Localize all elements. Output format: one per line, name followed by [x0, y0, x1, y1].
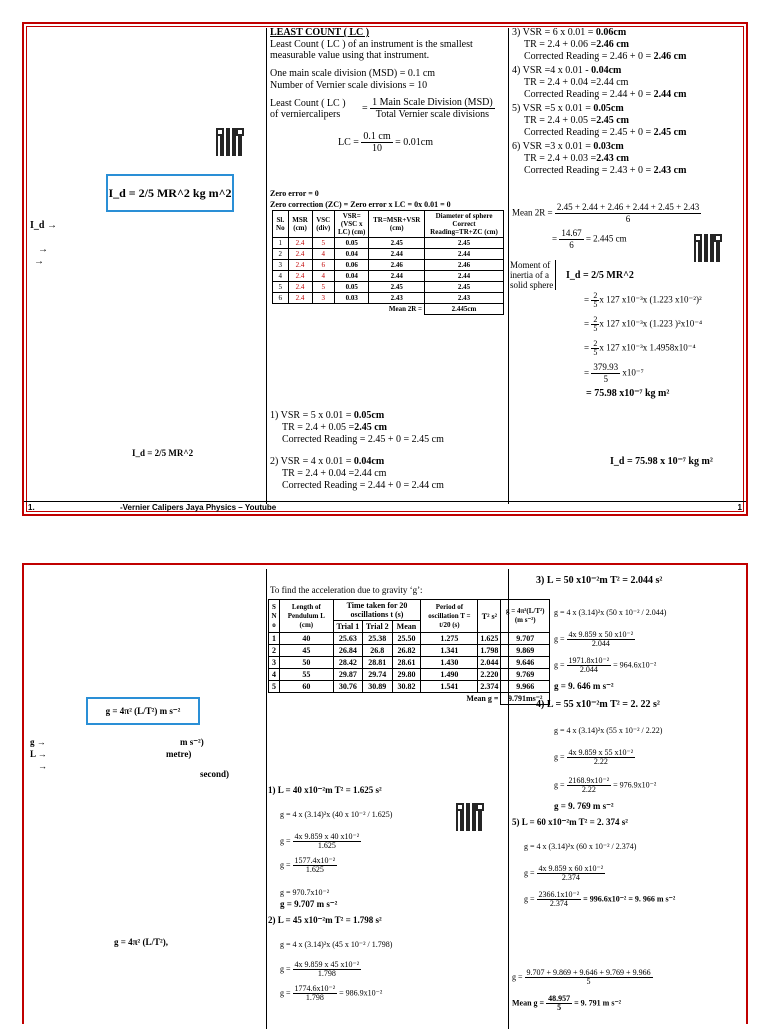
table-cell: 60 [280, 681, 334, 693]
table-header: Diameter of sphere Correct Reading=TR+ZC (cm) [425, 211, 504, 238]
table-mean-row [273, 304, 504, 315]
calc-line: g = 4 x (3.14)²x (50 x 10⁻² / 2.044) [554, 608, 667, 617]
table-row [269, 657, 550, 669]
calc-heading: 5) L = 60 x10⁻²m T² = 2. 374 s² [512, 817, 628, 827]
zero-error: Zero error = 0 [270, 189, 319, 198]
table-cell: 1.490 [421, 669, 478, 681]
table-cell: 2.4 [288, 260, 312, 271]
calc-value: 0.05cm [593, 103, 624, 114]
table-cell: 2.44 [369, 249, 425, 260]
mean-numerator: 9.707 + 9.869 + 9.646 + 9.769 + 9.966 [526, 968, 651, 977]
mean-denominator: 5 [557, 1003, 562, 1012]
moi-line: Moment of [510, 260, 551, 270]
mean-result: = 9. 791 m s⁻² [574, 998, 622, 1008]
moi-label [510, 260, 556, 290]
table-cell: 2.43 [425, 293, 504, 304]
step-denominator: 5 [603, 374, 608, 384]
calc-line [512, 141, 624, 152]
calc-line: g = $\frac{\text{2366.1x10⁻²}}{2.374}$ = 996.6x10⁻² = 9. 966 m s⁻² [524, 890, 676, 908]
table-cell: 0.04 [334, 271, 368, 282]
table-cell: 30.76 [333, 681, 362, 693]
table-cell: 2.4 [288, 249, 312, 260]
calc-numerator: 4x 9.859 x 55 x10⁻² [568, 748, 634, 757]
moi-step-text: x10⁻⁷ [622, 367, 644, 378]
lc-eq-numerator: 0.1 cm [363, 131, 391, 142]
vsd-line: Number of Vernier scale divisions = 10 [270, 80, 428, 91]
table-cell: 4 [273, 271, 289, 282]
moi-step: = $\frac{2}{5}$ x 127 x10⁻³x (1.223 )²x10⁻⁴ [584, 315, 703, 333]
calc-heading: 1) L = 40 x10⁻²m T² = 1.625 s² [268, 785, 382, 795]
lc-equation [338, 131, 433, 154]
table-cell: 0.05 [334, 238, 368, 249]
calc-line: g = $\frac{\text{1577.4x10⁻²}}{1.625}$ [280, 856, 336, 874]
formula-small: I_d = 2/5 MR^2 [132, 448, 194, 458]
table-cell: 0.06 [334, 260, 368, 271]
table-cell: 1.430 [421, 657, 478, 669]
table-cell: 1.625 [478, 633, 501, 645]
calc-text: Corrected Reading = 2.44 + 0 = [524, 89, 654, 100]
table-cell: 2.44 [369, 271, 425, 282]
table-cell: 4 [269, 669, 280, 681]
table-cell: 2.45 [369, 238, 425, 249]
calc-text: Corrected Reading = 2.43 + 0 = [524, 165, 654, 176]
moi-formula: I_d = 2/5 MR^2 [566, 270, 634, 281]
qr-code-icon[interactable] [216, 128, 244, 156]
table-cell: 55 [280, 669, 334, 681]
mean-value: 9.791ms⁻² [501, 693, 550, 705]
calc-line: TR = 2.4 + 0.04 =2.44 cm [282, 468, 387, 479]
mean-denominator: 5 [586, 977, 591, 986]
calc-text: TR = 2.4 + 0.05 = [282, 422, 355, 433]
table-row [273, 238, 504, 249]
calc-value: 2.45 cm [596, 115, 629, 126]
table-cell: 2.4 [288, 271, 312, 282]
calc-line [524, 51, 686, 62]
table-cell: 1.798 [478, 645, 501, 657]
calc-numerator: 4x 9.859 x 40 x10⁻² [294, 832, 360, 841]
calc-line [524, 39, 629, 50]
mean-numerator: 14.67 [561, 228, 582, 238]
variable-unit: metre) [166, 749, 192, 759]
variable-label: I_d → [30, 220, 57, 231]
table-row [269, 645, 550, 657]
footer-title: -Vernier Calipers Jaya Physics – Youtube [120, 503, 277, 512]
mean-value: 2.445cm [425, 304, 504, 315]
calc-line [524, 115, 629, 126]
mean-prefix: Mean g = [512, 998, 545, 1008]
formula-small: g = 4π² (L/T²), [114, 937, 168, 947]
table-cell: 2.374 [478, 681, 501, 693]
calc-text: Corrected Reading = 2.46 + 0 = [524, 51, 654, 62]
zero-correction: Zero correction (ZC) = Zero error x LC = 0x 0.01 = 0 [270, 200, 451, 209]
table-cell: 2.044 [478, 657, 501, 669]
gravity-table [268, 599, 550, 705]
mean-equation [512, 202, 701, 225]
calc-line [524, 89, 686, 100]
table-cell: 28.81 [363, 657, 392, 669]
table-cell: 1 [273, 238, 289, 249]
table-cell: 2.43 [369, 293, 425, 304]
calc-line [270, 456, 384, 467]
calc-denominator: 1.798 [317, 969, 336, 978]
mean-equation: g = $\frac{9.707 + 9.869 + 9.646 + 9.769 + 9.966}{5}$ [512, 968, 651, 986]
table-cell: 9.707 [501, 633, 550, 645]
calc-text: TR = 2.4 + 0.03 = [524, 153, 597, 164]
table-cell: 2.220 [478, 669, 501, 681]
calc-text: TR = 2.4 + 0.05 = [524, 115, 597, 126]
table-cell: 30.89 [363, 681, 392, 693]
calc-line: g = 4 x (3.14)²x (55 x 10⁻² / 2.22) [554, 726, 663, 735]
moi-step-text: x 127 x10⁻³x 1.4958x10⁻⁴ [599, 342, 696, 353]
lc-eq-result: = 0.01cm [395, 136, 433, 148]
mean-label: Mean g = [466, 694, 499, 704]
table-cell: 2.44 [425, 271, 504, 282]
lc-label [270, 98, 346, 120]
calc-line [524, 127, 686, 138]
calc-line: g = $\frac{\text{4x 9.859 x 60 x10⁻²}}{2.374}$ [524, 864, 604, 882]
variable-label: g → [30, 737, 46, 747]
calc-result: g = 9. 646 m s⁻² [554, 681, 614, 691]
calc-line: Corrected Reading = 2.45 + 0 = 2.45 cm [282, 434, 444, 445]
qr-code-icon[interactable] [694, 234, 722, 262]
calc-line: g = $\frac{\text{2168.9x10⁻²}}{2.22}$ = 976.9x10⁻² [554, 776, 657, 794]
calc-heading: 2) L = 45 x10⁻²m T² = 1.798 s² [268, 915, 382, 925]
table-header: TR=MSR+VSR (cm) [369, 211, 425, 238]
calc-value: 2.43 cm [653, 165, 687, 176]
table-cell: 0.03 [334, 293, 368, 304]
variable-unit: m s⁻²) [180, 737, 204, 747]
calc-line [524, 153, 629, 164]
calc-numerator: 1971.8x10⁻² [568, 656, 610, 665]
moi-step: = $\frac{2}{5}$ x 127 x10⁻³x 1.4958x10⁻⁴ [584, 339, 696, 357]
table-cell: 3 [269, 657, 280, 669]
table-cell: 2.4 [288, 293, 312, 304]
calc-numerator: 1774.6x10⁻² [294, 984, 336, 993]
page-footer [24, 501, 746, 514]
calc-line [512, 65, 621, 76]
column-divider [266, 28, 267, 504]
calc-value: 0.05cm [353, 410, 385, 421]
formula-text: g = 4π² (L/T²) m s⁻² [105, 705, 181, 716]
calc-denominator: 1.625 [305, 865, 324, 874]
table-row [273, 260, 504, 271]
calc-result: = 986.9x10⁻² [339, 988, 383, 998]
lc-eq-prefix: LC = [338, 136, 359, 148]
table-cell: 5 [269, 681, 280, 693]
table-cell: 4 [312, 249, 334, 260]
formula-box [86, 697, 200, 725]
calc-line: g = $\frac{\text{4x 9.859 x 50 x10⁻²}}{2.044}$ [554, 630, 634, 648]
calc-heading: 4) L = 55 x10⁻²m T² = 2. 22 s² [536, 699, 660, 710]
lc-numerator: 1 Main Scale Division (MSD) [372, 97, 493, 108]
table-cell: 2.46 [369, 260, 425, 271]
definition-line: measurable value using that instrument. [270, 50, 430, 61]
qr-code-icon[interactable] [456, 803, 484, 831]
calc-numerator: 2366.1x10⁻² [538, 890, 580, 899]
table-cell: 6 [273, 293, 289, 304]
table-cell: 6 [312, 260, 334, 271]
table-cell: 29.80 [392, 669, 421, 681]
table-cell: 30.82 [392, 681, 421, 693]
table-cell: 25.63 [333, 633, 362, 645]
calc-value: 2.46 cm [596, 39, 629, 50]
calc-value: 0.04cm [591, 65, 622, 76]
mean-numerator: 48.957 [548, 994, 571, 1003]
table-cell: 2 [273, 249, 289, 260]
table-cell: 1.541 [421, 681, 478, 693]
table-row [269, 669, 550, 681]
table-cell: 2.44 [425, 249, 504, 260]
table-row [269, 633, 550, 645]
table-cell: 3 [273, 260, 289, 271]
table-cell: 25.38 [363, 633, 392, 645]
table-cell: 2.4 [288, 282, 312, 293]
calc-result: = 964.6x10⁻² [613, 660, 657, 670]
table-cell: 2.45 [425, 282, 504, 293]
mean-numerator: 2.45 + 2.44 + 2.46 + 2.44 + 2.45 + 2.43 [556, 202, 700, 212]
calc-value: 2.46 cm [653, 51, 687, 62]
table-cell: 5 [312, 282, 334, 293]
calc-text: 6) VSR =3 x 0.01 = [512, 141, 594, 152]
calc-result: = 976.9x10⁻² [613, 780, 657, 790]
calc-value: 2.44 cm [653, 89, 687, 100]
worksheet-page-1 [22, 22, 748, 516]
table-cell: 40 [280, 633, 334, 645]
column-divider [508, 28, 509, 504]
moi-step: = $\frac{2}{5}$ x 127 x10⁻³x (1.223 x10⁻²)² [584, 291, 702, 309]
column-divider [266, 569, 267, 1029]
arrow-icon: → [38, 761, 47, 771]
worksheet-page-2 [22, 563, 748, 1024]
arrow-icon: → [34, 256, 44, 267]
table-header: Mean [392, 621, 421, 633]
footer-number: 1. [28, 503, 35, 512]
table-header: Trial 1 [333, 621, 362, 633]
msd-line: One main scale division (MSD) = 0.1 cm [270, 68, 436, 79]
calc-line [524, 165, 686, 176]
calc-text: 4) VSR =4 x 0.01 - [512, 65, 592, 76]
table-row [273, 249, 504, 260]
variable-label: L → [30, 749, 47, 759]
calc-denominator: 1.625 [317, 841, 336, 850]
mean-prefix: Mean 2R = [512, 207, 553, 218]
calc-numerator: 1577.4x10⁻² [294, 856, 336, 865]
table-cell: 26.8 [363, 645, 392, 657]
calc-line: g = $\frac{\text{4x 9.859 x 40 x10⁻²}}{1.625}$ [280, 832, 360, 850]
table-header: S N o [269, 600, 280, 633]
calc-line [282, 422, 387, 433]
table-cell: 29.74 [363, 669, 392, 681]
calc-denominator: 2.374 [549, 899, 568, 908]
footer-page: 1 [737, 503, 742, 512]
calc-line: g = 4 x (3.14)²x (40 x 10⁻² / 1.625) [280, 810, 393, 819]
calc-denominator: 1.798 [305, 993, 324, 1002]
mean-equation [512, 995, 621, 1012]
table-cell: 9.769 [501, 669, 550, 681]
table-cell: 2.45 [425, 238, 504, 249]
table-header: Trial 2 [363, 621, 392, 633]
table-cell: 50 [280, 657, 334, 669]
table-row [273, 293, 504, 304]
calc-result: g = 9.707 m s⁻² [280, 899, 338, 909]
table-mean-row [269, 693, 550, 705]
calc-line: TR = 2.4 + 0.04 =2.44 cm [524, 77, 629, 88]
table-header: VSC (div) [312, 211, 334, 238]
calc-value: 2.43 cm [596, 153, 629, 164]
calc-text: 2) VSR = 4 x 0.01 = [270, 456, 354, 467]
table-cell: 25.50 [392, 633, 421, 645]
calc-value: 2.45 cm [653, 127, 687, 138]
final-result: I_d = 75.98 x 10⁻⁷ kg m² [610, 456, 713, 467]
table-cell: 28.42 [333, 657, 362, 669]
section-heading: To find the acceleration due to gravity ‘g’: [270, 585, 423, 595]
mean-denominator: 6 [625, 214, 631, 224]
table-header: T² s² [478, 600, 501, 633]
calc-denominator: 2.374 [561, 873, 580, 882]
table-header: Sl. No [273, 211, 289, 238]
calc-line [512, 27, 626, 38]
table-header: VSR= (VSC x LC) (cm) [334, 211, 368, 238]
calc-numerator: 4x 9.859 x 50 x10⁻² [568, 630, 634, 639]
calc-line: Corrected Reading = 2.44 + 0 = 2.44 cm [282, 480, 444, 491]
moi-step-text: x 127 x10⁻³x (1.223 x10⁻²)² [599, 294, 702, 305]
calc-text: 3) VSR = 6 x 0.01 = [512, 27, 596, 38]
calc-value: 0.03cm [593, 141, 624, 152]
mean-label: Mean 2R = [388, 305, 423, 314]
definition-line: Least Count ( LC ) of an instrument is the smallest [270, 39, 473, 50]
calc-value: 0.06cm [595, 27, 627, 38]
table-cell: 5 [273, 282, 289, 293]
calc-line: g = $\frac{\text{4x 9.859 x 45 x10⁻²}}{1.798}$ [280, 960, 360, 978]
calc-line [270, 410, 384, 421]
lc-eq-denominator: 10 [372, 143, 383, 154]
section-heading: LEAST COUNT ( LC ) [270, 27, 370, 38]
calc-text: TR = 2.4 + 0.06 = [524, 39, 597, 50]
calc-text: Corrected Reading = 2.45 + 0 = [524, 127, 654, 138]
moi-step: = $\frac{379.93}{5}$ x10⁻⁷ [584, 362, 644, 384]
table-cell: 0.05 [334, 282, 368, 293]
table-cell: 9.966 [501, 681, 550, 693]
table-cell: 26.82 [392, 645, 421, 657]
calc-result: = 996.6x10⁻² = 9. 966 m s⁻² [583, 894, 676, 904]
table-cell: 2.46 [425, 260, 504, 271]
table-row [273, 271, 504, 282]
calc-result: g = 9. 769 m s⁻² [554, 801, 614, 811]
table-cell: 28.61 [392, 657, 421, 669]
calc-denominator: 2.22 [581, 785, 596, 794]
lc-label-line: Least Count ( LC ) [270, 98, 346, 109]
table-cell: 45 [280, 645, 334, 657]
table-cell: 4 [312, 271, 334, 282]
moi-line: solid sphere [510, 280, 554, 290]
table-header: g = 4π²(L/T²) (m s⁻²) [501, 600, 550, 633]
calc-numerator: 4x 9.859 x 60 x10⁻² [538, 864, 604, 873]
moi-line: inertia of a [510, 270, 549, 280]
calc-heading: 3) L = 50 x10⁻²m T² = 2.044 s² [536, 575, 663, 586]
table-header-row [269, 600, 550, 621]
calc-text: 5) VSR =5 x 0.01 = [512, 103, 594, 114]
table-cell: 1.341 [421, 645, 478, 657]
lc-label-line: of verniercalipers [270, 109, 341, 120]
calc-numerator: 4x 9.859 x 45 x10⁻² [294, 960, 360, 969]
table-cell: 26.84 [333, 645, 362, 657]
mean-result: = 2.445 cm [585, 233, 627, 244]
calc-line: g = 4 x (3.14)²x (60 x 10⁻² / 2.374) [524, 842, 637, 851]
lc-fraction: = $\frac{\text{1 Main Scale Division (MSD)}}{\text{Total Vernier scale divisions}}$ [362, 97, 493, 120]
table-header: MSR (cm) [288, 211, 312, 238]
table-row [273, 282, 504, 293]
arrow-icon: → [38, 244, 48, 255]
moi-step-text: x 127 x10⁻³x (1.223 )²x10⁻⁴ [599, 318, 703, 329]
step-numerator: 379.93 [593, 362, 619, 372]
table-header: Length of Pendulum L (cm) [280, 600, 334, 633]
calc-line: g = $\frac{\text{1971.8x10⁻²}}{2.044}$ = 964.6x10⁻² [554, 656, 657, 674]
table-cell: 3 [312, 293, 334, 304]
calc-value: 2.45 cm [354, 422, 387, 433]
table-cell: 0.04 [334, 249, 368, 260]
table-header: Period of oscillation T = t/20 (s) [421, 600, 478, 633]
calc-value: 0.04cm [353, 456, 385, 467]
mean-equation: = $\frac{14.67}{6}$ = 2.445 cm [552, 228, 627, 250]
mean-denominator: 6 [569, 240, 574, 250]
variable-unit: second) [200, 769, 229, 779]
lc-denominator: Total Vernier scale divisions [375, 109, 490, 120]
calc-line [512, 103, 624, 114]
calc-numerator: 2168.9x10⁻² [568, 776, 610, 785]
table-cell: 9.869 [501, 645, 550, 657]
table-cell: 9.646 [501, 657, 550, 669]
calc-denominator: 2.044 [579, 665, 598, 674]
calc-line: g = $\frac{\text{4x 9.859 x 55 x10⁻²}}{2.22}$ [554, 748, 634, 766]
table-header-row [273, 211, 504, 238]
table-cell: 2.4 [288, 238, 312, 249]
table-cell: 5 [312, 238, 334, 249]
table-cell: 2 [269, 645, 280, 657]
calc-line: g = 970.7x10⁻² [280, 888, 330, 897]
calc-line: g = 4 x (3.14)²x (45 x 10⁻² / 1.798) [280, 940, 393, 949]
table-header: Time taken for 20 oscillations t (s) [333, 600, 421, 621]
calc-line: g = $\frac{\text{1774.6x10⁻²}}{1.798}$ = 986.9x10⁻² [280, 984, 383, 1002]
formula-box [106, 174, 234, 212]
table-cell: 1.275 [421, 633, 478, 645]
table-row [269, 681, 550, 693]
calc-denominator: 2.22 [593, 757, 608, 766]
table-cell: 2.45 [369, 282, 425, 293]
calc-denominator: 2.044 [591, 639, 610, 648]
moi-result: = 75.98 x10⁻⁷ kg m² [586, 388, 670, 399]
least-count-table [272, 210, 504, 315]
calc-text: 1) VSR = 5 x 0.01 = [270, 410, 354, 421]
table-cell: 29.87 [333, 669, 362, 681]
table-cell: 1 [269, 633, 280, 645]
formula-text: I_d = 2/5 MR^2 kg m^2 [108, 185, 232, 200]
